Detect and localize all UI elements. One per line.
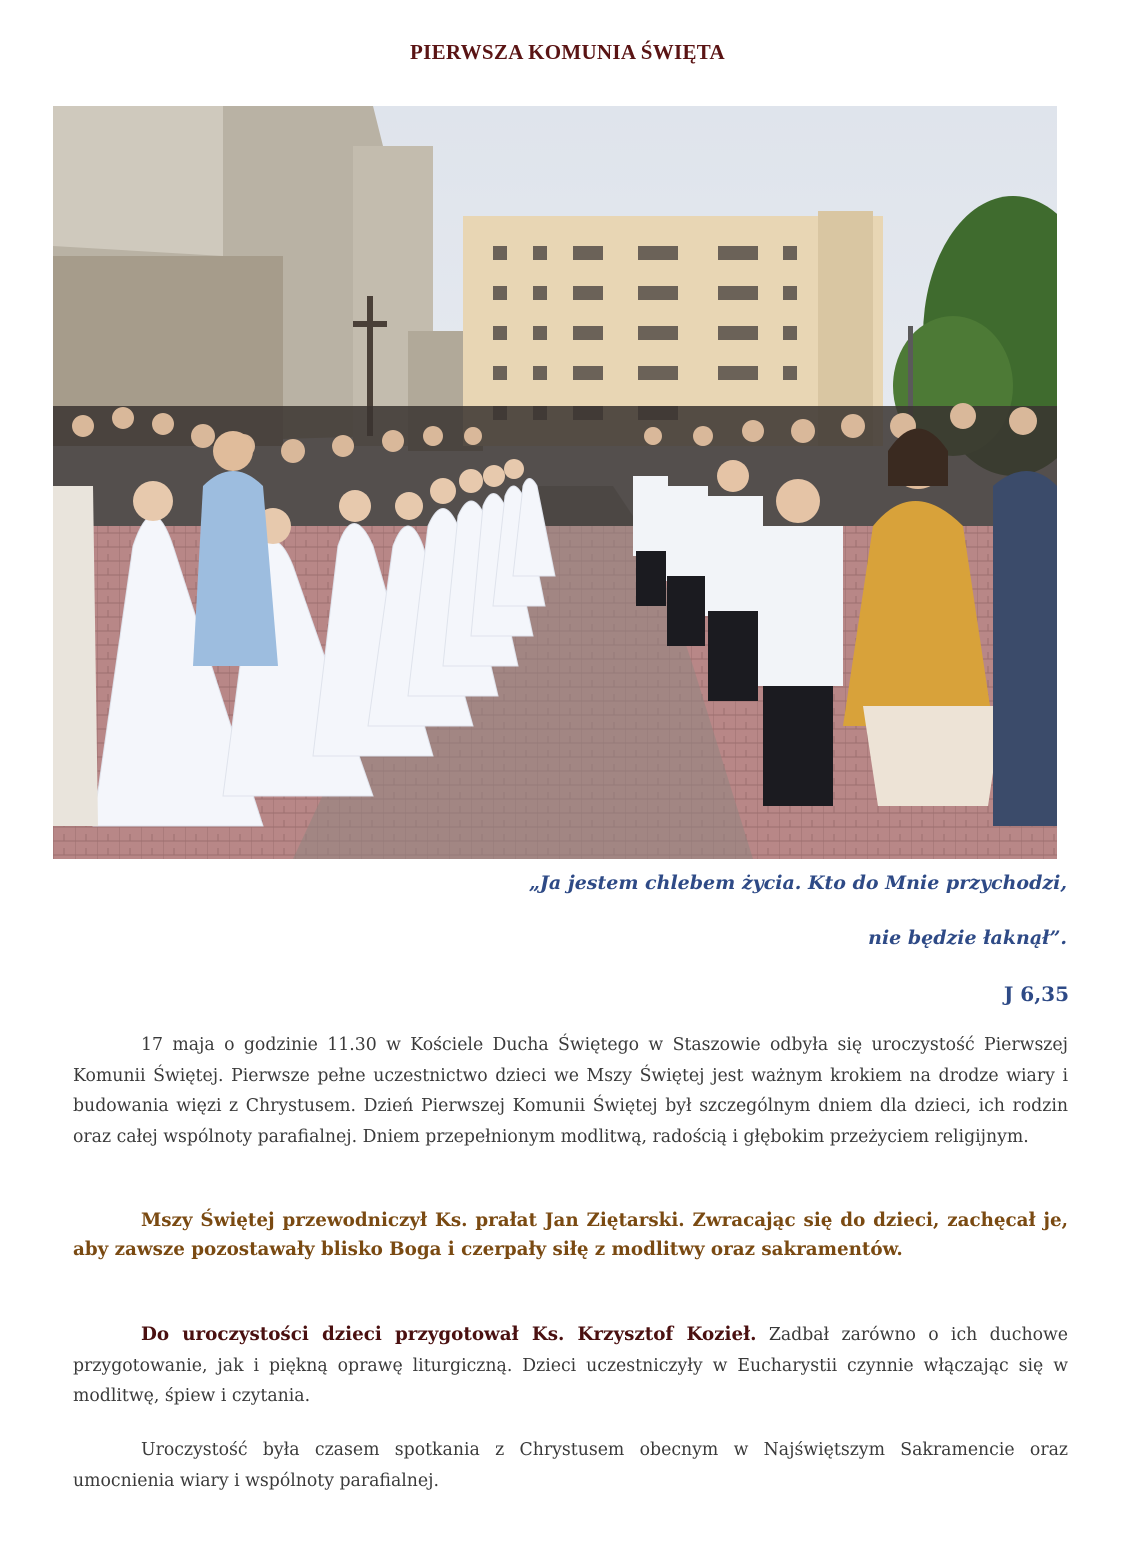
paragraph-preparation-bold: Do uroczystości dzieci przygotował Ks. Krzysztof Kozieł.: [141, 1324, 757, 1345]
paragraph-intro-text: 17 maja o godzinie 11.30 w Kościele Ducha Świętego w Staszowie odbyła się uroczystość Pierwszej Komunii Świętej. Pierwsze pełne uczestnictwo dzieci we Mszy Świętej jest ważnym krokiem na drodze wiary i budowania więzi z Chrystusem. Dzień Pierwszej Komunii Świętej był szczególnym dniem dla dzieci, ich rodzin oraz całej wspólnoty parafialnej. Dniem przepełnionym modlitwą, radością i głębokim przeżyciem religijnym.: [73, 1035, 1068, 1147]
paragraph-celebrant: [73, 1206, 1068, 1264]
page-title: PIERWSZA KOMUNIA ŚWIĘTA: [410, 40, 725, 64]
paragraph-celebrant-text: Mszy Świętej przewodniczył Ks. prałat Jan Ziętarski. Zwracając się do dzieci, zachęcał je, aby zawsze pozostawały blisko Boga i czerpały siłę z modlitwy oraz sakramentów.: [73, 1210, 1068, 1260]
quote-line-2: nie będzie łaknął”.: [868, 927, 1067, 949]
communion-photo: [53, 106, 1057, 859]
paragraph-closing: [73, 1435, 1068, 1496]
quote-reference: J 6,35: [1003, 982, 1069, 1006]
paragraph-preparation-text: Zadbał zarówno o ich duchowe przygotowanie, jak i piękną oprawę liturgiczną. Dzieci uczestniczyły w Eucharystii czynnie włączając się w modlitwę, śpiew i czytania.: [73, 1325, 1069, 1406]
paragraph-intro: [73, 1030, 1068, 1152]
quote-line-1: „Ja jestem chlebem życia. Kto do Mnie przychodzi,: [528, 872, 1067, 894]
paragraph-closing-text: Uroczystość była czasem spotkania z Chrystusem obecnym w Najświętszym Sakramencie oraz umocnienia wiary i wspólnoty parafialnej.: [73, 1440, 1068, 1491]
paragraph-preparation: [73, 1320, 1068, 1412]
photo-image: [53, 106, 1057, 859]
